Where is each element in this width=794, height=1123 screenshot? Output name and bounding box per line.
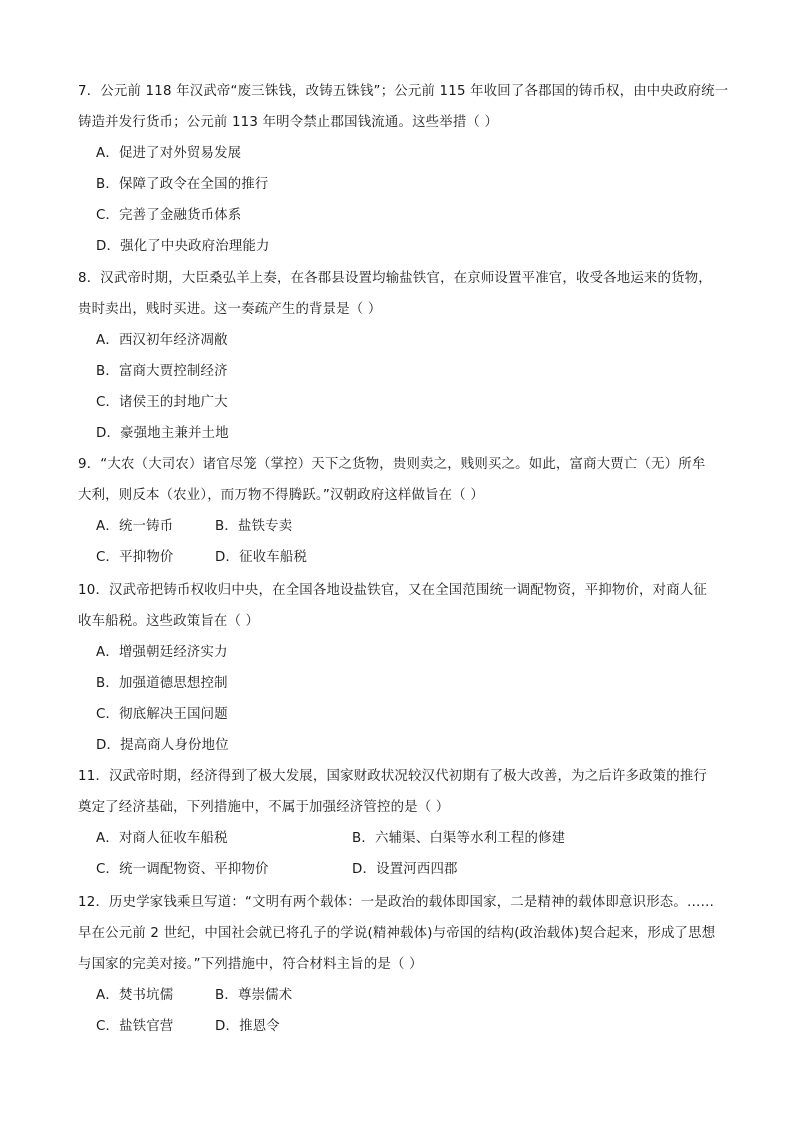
question-8-option-d: D．豪强地主兼并土地 [96, 426, 229, 441]
question-8-option-a: A．西汉初年经济凋敝 [96, 333, 228, 348]
question-8-text: 8．汉武帝时期，大臣桑弘羊上奏，在各郡县设置均输盐铁官，在京师设置平准官，收受各地运来的货物， [78, 271, 712, 286]
question-9-text: 9．“大农（大司农）诸官尽笼（掌控）天下之货物，贵则卖之，贱则买之。如此，富商大贾亡（无）所牟 [78, 457, 706, 472]
question-12-text: 12．历史学家钱乘旦写道：“文明有两个载体：一是政治的载体即国家，二是精神的载体即意识形态。…… [78, 895, 715, 910]
question-7-option-a: A．促进了对外贸易发展 [96, 146, 242, 161]
question-10-option-a: A．增强朝廷经济实力 [96, 645, 228, 660]
question-11-option-c: C．统一调配物资、平抑物价 [96, 862, 269, 877]
question-11-option-d: D．设置河西四郡 [352, 862, 458, 877]
question-8-option-c: C．诸侯王的封地广大 [96, 395, 228, 410]
question-12-option-c: C．盐铁官营 [96, 1019, 174, 1034]
question-10-option-b: B．加强道德思想控制 [96, 676, 228, 691]
question-9-option-a: A．统一铸币 [96, 519, 174, 534]
question-7-option-b: B．保障了政令在全国的推行 [96, 177, 269, 192]
question-9-option-c: C．平抑物价 [96, 550, 174, 565]
question-9-option-b: B．盐铁专卖 [215, 519, 293, 534]
question-9-text: 大利，则反本（农业），而万物不得腾跃。”汉朝政府这样做旨在（ ） [78, 488, 484, 503]
question-9-option-d: D．征收车船税 [215, 550, 308, 565]
question-11-text: 奠定了经济基础，下列措施中，不属于加强经济管控的是（ ） [78, 800, 450, 815]
question-7-option-c: C．完善了金融货币体系 [96, 208, 242, 223]
question-11-text: 11．汉武帝时期，经济得到了极大发展，国家财政状况较汉代初期有了极大改善，为之后许多政策的推行 [78, 769, 708, 784]
question-11-option-a: A．对商人征收车船税 [96, 831, 228, 846]
question-10-text: 收车船税。这些政策旨在（ ） [78, 614, 260, 629]
question-7-option-d: D．强化了中央政府治理能力 [96, 239, 270, 254]
question-11-option-b: B．六辅渠、白渠等水利工程的修建 [352, 831, 566, 846]
question-12-text: 与国家的完美对接。”下列措施中，符合材料主旨的是（ ） [78, 957, 423, 972]
question-10-text: 10．汉武帝把铸币权收归中央，在全国各地设盐铁官，又在全国范围统一调配物资，平抑物价，对商人征 [78, 583, 708, 598]
question-7-text: 7．公元前 118 年汉武帝“废三铢钱，改铸五铢钱”；公元前 115 年收回了各郡国的铸币权，由中央政府统一 [78, 84, 729, 99]
question-10-option-d: D．提高商人身份地位 [96, 738, 229, 753]
question-12-text: 早在公元前 2 世纪，中国社会就已将孔子的学说(精神载体)与帝国的结构(政治载体)契合起来，形成了思想 [78, 926, 716, 941]
question-12-option-b: B．尊崇儒术 [215, 988, 293, 1003]
question-8-option-b: B．富商大贾控制经济 [96, 364, 228, 379]
question-7-text: 铸造并发行货币；公元前 113 年明令禁止郡国钱流通。这些举措（ ） [78, 115, 499, 130]
question-12-option-a: A．焚书坑儒 [96, 988, 174, 1003]
question-10-option-c: C．彻底解决王国问题 [96, 707, 228, 722]
question-8-text: 贵时卖出，贱时买进。这一奏疏产生的背景是（ ） [78, 302, 382, 317]
question-12-option-d: D．推恩令 [215, 1019, 280, 1034]
